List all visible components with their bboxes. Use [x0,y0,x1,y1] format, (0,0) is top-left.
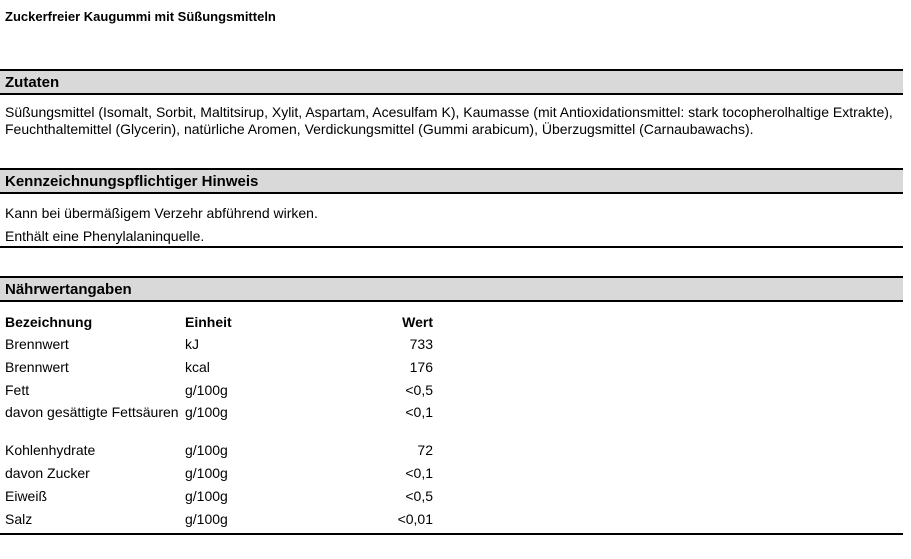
table-row [0,508,433,531]
nutrient-value: 733 [409,336,433,352]
nutrient-name: davon Zucker [5,465,90,481]
table-row [0,379,433,402]
product-title: Zuckerfreier Kaugummi mit Süßungsmitteln [5,9,276,24]
nutrient-value: <0,1 [405,404,433,420]
table-row [0,333,433,356]
nutrient-name: Fett [5,382,30,398]
ingredients-heading: Zutaten [0,69,903,95]
nutrient-unit: g/100g [185,488,228,504]
nutrient-unit: g/100g [185,465,228,481]
nutrient-unit: g/100g [185,404,228,420]
table-row [0,439,433,462]
nutrient-name: Eiweiß [5,488,48,504]
column-header-value: Wert [402,313,433,330]
notice-line-1: Kann bei übermäßigem Verzehr abführend wirken. [5,205,318,221]
nutrient-name: Brennwert [5,336,69,352]
table-row [0,402,433,439]
nutrition-table [0,311,433,531]
ingredients-text: Süßungsmittel (Isomalt, Sorbit, Maltitsirup, Xylit, Aspartam, Acesulfam K), Kaumasse (mit Antioxidationsmittel: stark tocopherolhaltige Extrakte), Feuchthaltemittel (Glycerin), natürliche Aromen, Verdickungsmittel (Gummi arabicum), Überzugsmittel (Carnaubawachs). [5,104,893,137]
table-row [0,462,433,485]
nutrition-heading: Nährwertangaben [0,276,903,302]
notice-line-2: Enthält eine Phenylalaninquelle. [5,228,205,244]
nutrient-name: Salz [5,511,33,527]
nutrient-value: 72 [417,442,433,458]
nutrient-name: Brennwert [5,359,69,375]
nutrient-value: <0,5 [405,488,433,504]
column-header-unit: Einheit [185,313,232,330]
nutrient-name: davon gesättigte Fettsäuren [5,404,179,420]
nutrient-unit: g/100g [185,382,228,398]
nutrition-bottom-rule [0,533,903,535]
column-header-name: Bezeichnung [5,313,93,330]
nutrient-unit: kcal [185,359,210,375]
nutrient-value: <0,01 [397,511,433,527]
nutrient-unit: g/100g [185,511,228,527]
notice-heading: Kennzeichnungspflichtiger Hinweis [0,168,903,194]
nutrient-unit: g/100g [185,442,228,458]
nutrient-name: Kohlenhydrate [5,442,96,458]
nutrient-value: 176 [409,359,433,375]
notice-bottom-rule [0,246,903,248]
table-row [0,356,433,379]
nutrition-header-row [0,311,433,333]
nutrient-value: <0,1 [405,465,433,481]
nutrient-unit: kJ [185,336,199,352]
table-row [0,485,433,508]
nutrient-value: <0,5 [405,382,433,398]
